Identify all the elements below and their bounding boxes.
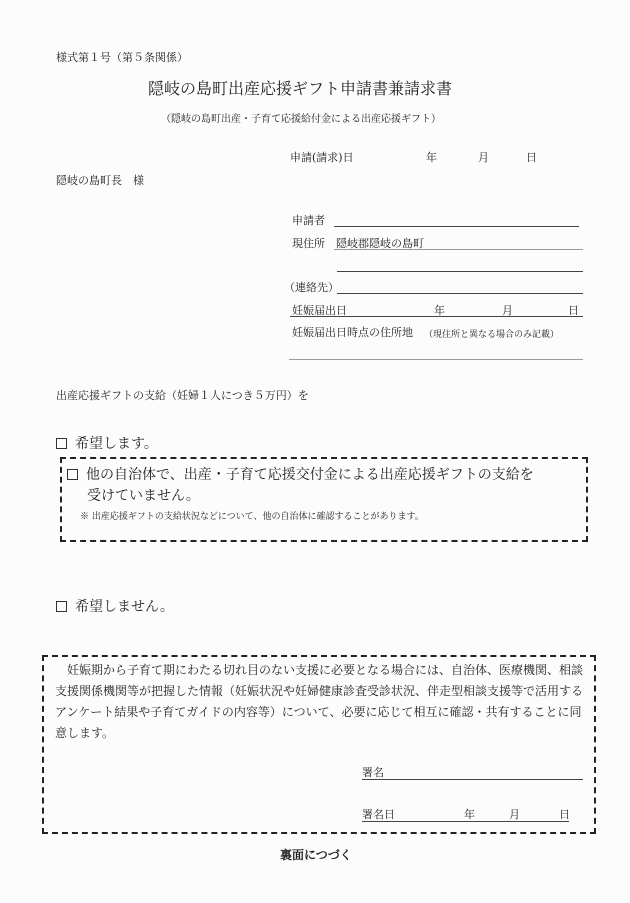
no-other-gift-line2: 受けていません。 <box>87 488 200 504</box>
addressee: 隠岐の島町長 様 <box>56 174 144 187</box>
address-label: 現住所 <box>292 237 325 250</box>
pregnancy-report-date-label: 妊娠届出日 <box>292 304 347 317</box>
option-wish[interactable] <box>56 433 158 453</box>
signature-field[interactable] <box>390 764 580 778</box>
application-date-year: 年 <box>426 151 437 164</box>
signature-label: 署名 <box>362 766 384 779</box>
address-at-report-field[interactable] <box>292 344 582 358</box>
signature-underline <box>362 779 583 780</box>
gift-statement: 出産応援ギフトの支給（妊婦１人につき５万円）を <box>56 389 309 402</box>
contact-field[interactable] <box>338 279 582 293</box>
signature-date-month: 月 <box>509 808 520 821</box>
no-wish-checkbox[interactable] <box>56 601 67 612</box>
option-no-other-gift[interactable] <box>67 464 534 484</box>
address-at-report-note: （現住所と異なる場合のみ記載） <box>424 330 560 340</box>
applicant-name-label: 申請者 <box>292 214 325 227</box>
signature-date-label: 署名日 <box>362 808 395 821</box>
address-field[interactable]: 隠岐郡隠岐の島町 <box>336 237 424 250</box>
address-at-report-label: 妊娠届出日時点の住所地 <box>292 326 413 339</box>
signature-date-underline <box>362 821 569 822</box>
application-date-label: 申請(請求)日 <box>290 151 354 164</box>
wish-label: 希望します。 <box>75 436 158 452</box>
continued-on-back: 裏面につづく <box>280 848 352 862</box>
applicant-name-underline <box>334 226 579 227</box>
contact-underline <box>337 293 583 294</box>
no-wish-label: 希望しません。 <box>75 599 174 615</box>
option-no-wish[interactable] <box>56 596 174 616</box>
signature-date-year: 年 <box>464 808 475 821</box>
wish-checkbox[interactable] <box>56 438 67 449</box>
address-underline <box>334 249 583 250</box>
contact-label: （連絡先） <box>284 281 339 294</box>
pregnancy-report-day: 日 <box>568 304 579 317</box>
address-line2-field[interactable] <box>338 256 582 270</box>
pregnancy-report-underline <box>290 316 583 317</box>
confirmation-note: ※ 出産応援ギフトの支給状況などについて、他の自治体に確認することがあります。 <box>80 512 424 522</box>
page-subtitle: （隠岐の島町出産・子育て応援給付金による出産応援ギフト） <box>161 114 441 125</box>
pregnancy-report-month: 月 <box>502 304 513 317</box>
application-date-month: 月 <box>478 151 489 164</box>
consent-text: 妊娠期から子育て期にわたる切れ目のない支援に必要となる場合には、自治体、医療機関、相談支援関係機関等が把握した情報（妊娠状況や妊婦健康診査受診状況、伴走型相談支援等で活用するアンケート結果や子育てガイドの内容等）について、必要に応じて相互に確認・共有することに同意します。 <box>55 663 584 740</box>
address-at-report-underline <box>289 359 583 360</box>
page-title: 隠岐の島町出産応援ギフト申請書兼請求書 <box>148 79 453 98</box>
no-other-gift-line1: 他の自治体で、出産・子育て応援交付金による出産応援ギフトの支給を <box>86 467 534 483</box>
address-line2-underline <box>337 271 583 272</box>
pregnancy-report-year: 年 <box>434 304 445 317</box>
application-date-day: 日 <box>526 151 537 164</box>
form-number: 様式第１号（第５条関係） <box>56 51 188 64</box>
no-other-gift-checkbox[interactable] <box>67 469 78 480</box>
signature-date-day: 日 <box>559 808 570 821</box>
